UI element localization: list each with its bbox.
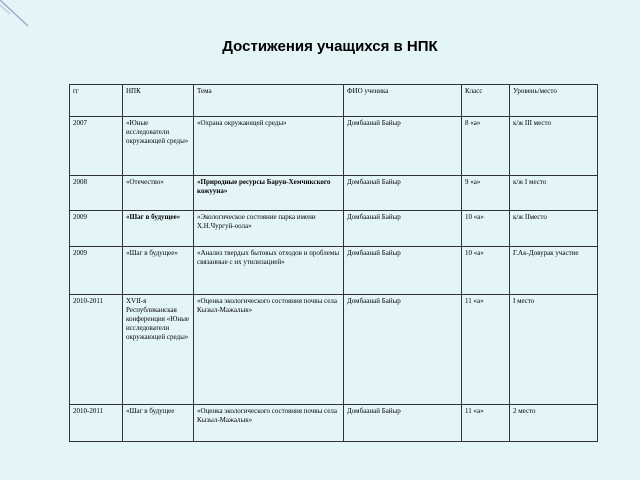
cell-grade: 9 «а»	[462, 176, 510, 211]
table-header-row	[70, 85, 598, 117]
cell-result: Г.Ак-Довурак участие	[510, 247, 598, 295]
cell-grade: 10 «а»	[462, 211, 510, 247]
cell-topic: «Оценка экологического состояния почвы села Кызыл-Мажалык»	[194, 405, 344, 442]
cell-student: Домбаанай Байыр	[344, 176, 462, 211]
cell-result: к/ж I место	[510, 176, 598, 211]
header-topic: Тема	[194, 85, 344, 117]
table-row	[70, 117, 598, 176]
table-row	[70, 405, 598, 442]
cell-year: 2010-2011	[70, 295, 123, 405]
cell-topic: «Экологическое состояние парка имени Х.Н.Чургуй-оола»	[194, 211, 344, 247]
header-student: ФИО ученика	[344, 85, 462, 117]
cell-conference: «Шаг в будущее»	[123, 211, 194, 247]
achievements-table	[69, 84, 598, 442]
cell-result: 2 место	[510, 405, 598, 442]
cell-conference: XVII-я Республиканская конференция «Юные исследователи окружающей среды»	[123, 295, 194, 405]
cell-conference: «Шаг в будущее»	[123, 247, 194, 295]
cell-student: Домбаанай Байыр	[344, 247, 462, 295]
cell-conference: «Отечество»	[123, 176, 194, 211]
cell-year: 2007	[70, 117, 123, 176]
cell-year: 2010-2011	[70, 405, 123, 442]
slide-title: Достижения учащихся в НПК	[222, 38, 438, 55]
cell-grade: 11 «а»	[462, 405, 510, 442]
table-row	[70, 247, 598, 295]
cell-student: Домбаанай Байыр	[344, 295, 462, 405]
cell-result: к/ж IIместо	[510, 211, 598, 247]
cell-topic: «Охрана окружающей среды»	[194, 117, 344, 176]
header-result: Уровень/место	[510, 85, 598, 117]
cell-conference: «Юные исследователи окружающей среды»	[123, 117, 194, 176]
cell-year: 2008	[70, 176, 123, 211]
cell-year: 2009	[70, 247, 123, 295]
cell-student: Домбаанай Байыр	[344, 405, 462, 442]
cell-topic: «Оценка экологического состояния почвы села Кызыл-Мажалык»	[194, 295, 344, 405]
corner-decoration	[0, 0, 40, 40]
table-row	[70, 295, 598, 405]
cell-student: Домбаанай Байыр	[344, 117, 462, 176]
cell-result: I место	[510, 295, 598, 405]
cell-grade: 11 «а»	[462, 295, 510, 405]
header-grade: Класс	[462, 85, 510, 117]
cell-student: Домбаанай Байыр	[344, 211, 462, 247]
cell-topic: «Природные ресурсы Барун-Хемчикского кожууна»	[194, 176, 344, 211]
cell-result: к/ж III место	[510, 117, 598, 176]
cell-grade: 10 «а»	[462, 247, 510, 295]
cell-year: 2009	[70, 211, 123, 247]
cell-grade: 8 «а»	[462, 117, 510, 176]
table-row	[70, 211, 598, 247]
header-conference: НПК	[123, 85, 194, 117]
table-row	[70, 176, 598, 211]
cell-topic: «Анализ твердых бытовых отходов и проблемы связанные с их утилизацией»	[194, 247, 344, 295]
header-year: гг	[70, 85, 123, 117]
cell-conference: «Шаг в будущее	[123, 405, 194, 442]
